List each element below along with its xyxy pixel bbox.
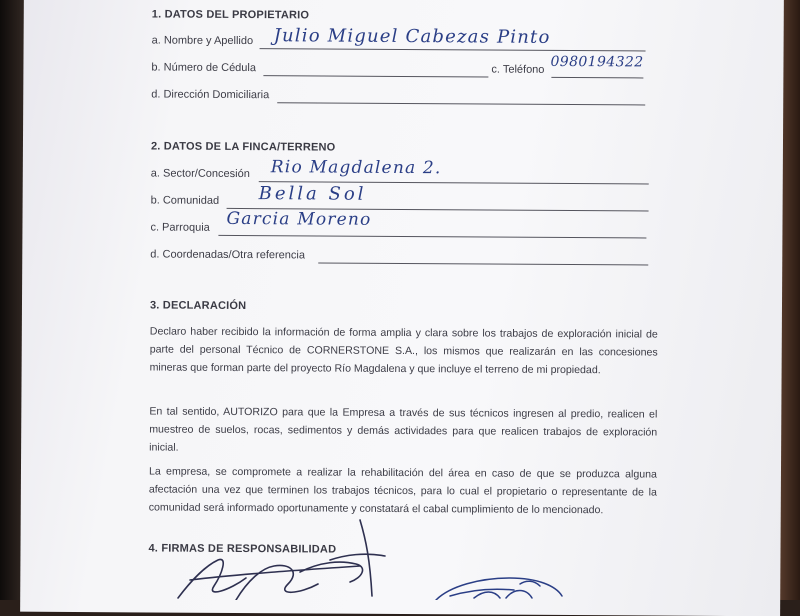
owner-phone-handwritten: 0980194322	[550, 53, 644, 71]
land-parish-handwritten: Garcia Moreno	[226, 208, 372, 230]
land-sector-label: a. Sector/Concesión	[150, 167, 250, 181]
owner-name-handwritten: Julio Miguel Cabezas Pinto	[273, 25, 551, 48]
section-declaration-heading: 3. DECLARACIÓN	[149, 299, 247, 313]
land-community-label: b. Comunidad	[150, 194, 220, 207]
section-owner-heading: 1. DATOS DEL PROPIETARIO	[151, 8, 310, 22]
section-land-heading: 2. DATOS DE LA FINCA/TERRENO	[150, 140, 336, 154]
section-signatures-heading: 4. FIRMAS DE RESPONSABILIDAD	[148, 542, 337, 556]
declaration-paragraph-2: En tal sentido, AUTORIZO para que la Empresa a través de sus técnicos ingresen al predio, realicen el muestreo de suelos, rocas, sedimentos y demás actividades para que realicen trabajos de exploración inicial.	[149, 405, 658, 454]
owner-address-label: d. Dirección Domiciliaria	[151, 88, 270, 102]
land-parish-label: c. Parroquia	[150, 221, 210, 234]
declaration-paragraph-1: Declaro haber recibido la información de forma amplia y clara sobre los trabajos de exploración inicial de parte del personal Técnico de CORNERSTONE S.A., los mismos que realizarán en las concesiones mineras que forman parte del proyecto Río Magdalena y que incluye el terreno de mi propiedad.	[149, 325, 658, 377]
owner-id-label: b. Número de Cédula	[151, 61, 257, 75]
declaration-paragraph-3: La empresa, se compromete a realizar la rehabilitación del área en caso de que se produzca alguna afectación una vez que terminen los trabajos técnicos, para lo cual el propietario o representante de la comunidad será informado oportunamente y constatará el cabal cumplimiento de lo mencionado.	[148, 465, 657, 517]
land-community-handwritten: Bella Sol	[258, 183, 367, 205]
owner-phone-label: c. Teléfono	[491, 63, 545, 76]
land-coordinates-label: d. Coordenadas/Otra referencia	[150, 248, 306, 262]
signature-right	[436, 578, 562, 600]
owner-name-label: a. Nombre y Apellido	[151, 34, 254, 48]
land-sector-handwritten: Rio Magdalena 2.	[270, 157, 442, 179]
signature-left	[178, 520, 385, 600]
